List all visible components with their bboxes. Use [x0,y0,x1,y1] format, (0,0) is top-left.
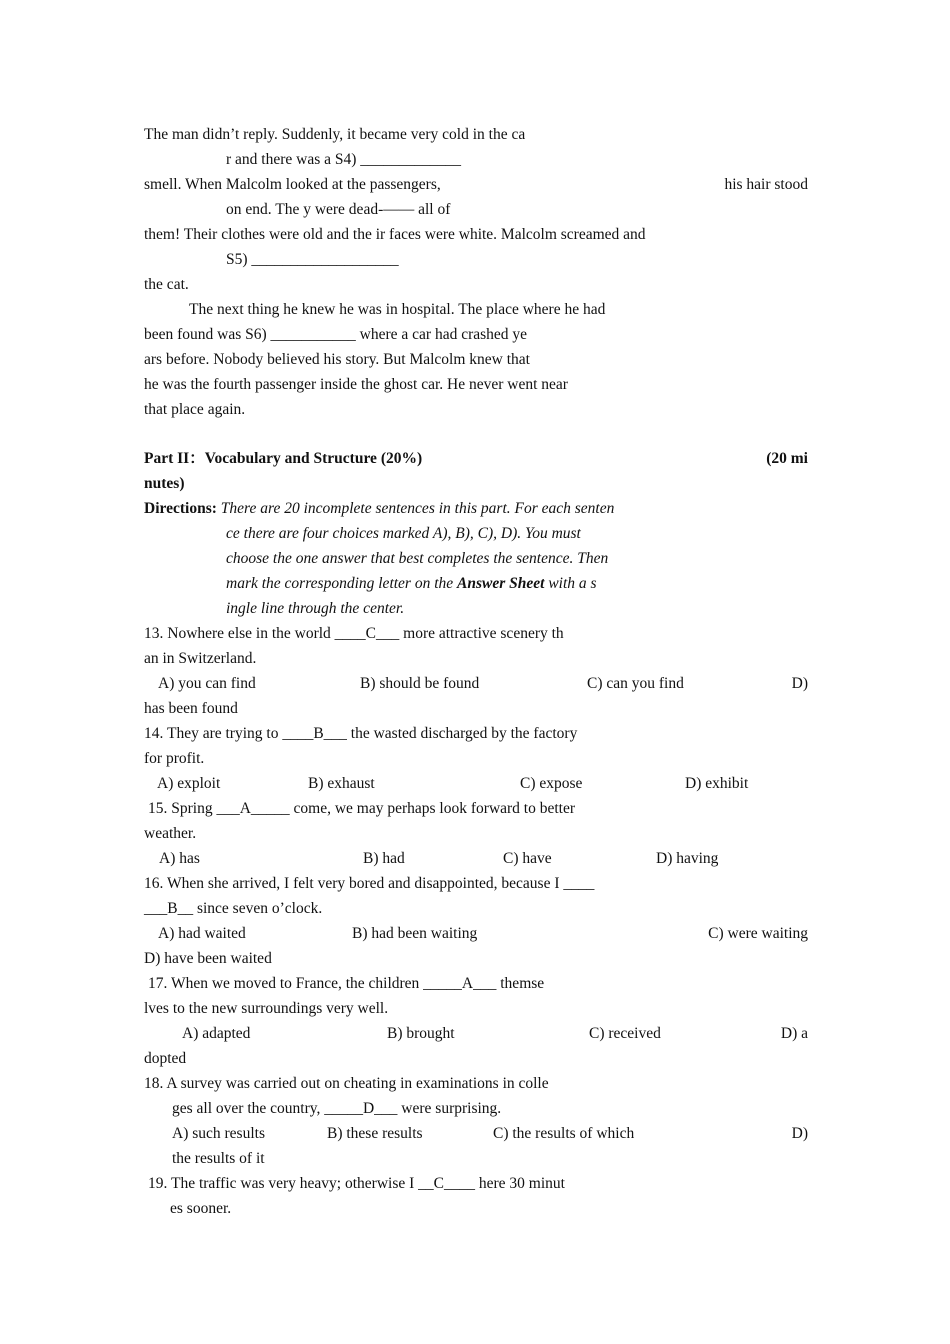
question-14-line-1: 14. They are trying to ____B___ the wasted discharged by the factory [144,725,578,742]
directions-line-1 [144,498,808,520]
part2-time-a: (20 mi [766,450,808,467]
question-17-line-3: dopted [144,1050,187,1067]
answer-sheet-label: Answer Sheet [457,575,545,592]
q18-option-c: C) the results of which [493,1125,635,1142]
story-line-10: ars before. Nobody believed his story. But Malcolm knew that [144,351,530,368]
q13-option-a: A) you can find [158,675,256,692]
question-16-options [144,923,808,945]
q17-option-c: C) received [589,1025,661,1042]
q15-option-d: D) having [656,850,719,867]
question-18-line-2: ges all over the country, _____D___ were surprising. [172,1100,502,1117]
question-13-line-2: an in Switzerland. [144,650,257,667]
directions-text-4a: mark the corresponding letter on the [226,575,458,592]
q13-option-b: B) should be found [360,675,480,692]
question-16-line-1: 16. When she arrived, I felt very bored and disappointed, because I ____ [144,875,595,892]
question-18-options [144,1123,808,1145]
question-17-options [144,1023,808,1045]
directions-text-1: There are 20 incomplete sentences in this part. For each senten [220,500,615,517]
question-17-line-2: lves to the new surroundings very well. [144,1000,389,1017]
question-19-line-2: es sooner. [170,1200,232,1217]
question-13-line-3: has been found [144,700,238,717]
q13-option-c: C) can you find [587,675,684,692]
story-line-3a: smell. When Malcolm looked at the passengers, [144,176,441,193]
q15-option-c: C) have [503,850,552,867]
directions-line-4 [226,573,890,595]
story-line-12: that place again. [144,401,246,418]
q17-option-b: B) brought [387,1025,455,1042]
story-line-5: them! Their clothes were old and the ir faces were white. Malcolm screamed and [144,226,646,243]
question-15-line-2: weather. [144,825,197,842]
story-line-3b: his hair stood [724,176,808,193]
question-18-line-3: the results of it [172,1150,265,1167]
q15-option-b: B) had [363,850,405,867]
question-14-options [144,773,808,795]
question-14-line-2: for profit. [144,750,205,767]
story-line-3 [144,174,808,196]
question-13-options [144,673,808,695]
part2-heading [144,448,808,470]
story-line-4: on end. The y were dead-—— all of [226,201,451,218]
part2-time-b: nutes) [144,475,185,492]
q14-option-d: D) exhibit [685,775,749,792]
q14-option-a: A) exploit [157,775,221,792]
question-15-line-1: 15. Spring ___A_____ come, we may perhaps look forward to better [148,800,576,817]
q13-option-d: D) [791,675,808,692]
q14-option-c: C) expose [520,775,583,792]
question-15-options [144,848,808,870]
directions-label: Directions: [144,500,217,517]
directions-text-4c: with a s [544,575,597,592]
story-line-8: The next thing he knew he was in hospital. The place where he had [189,301,606,318]
story-line-11: he was the fourth passenger inside the ghost car. He never went near [144,376,568,393]
question-13-line-1: 13. Nowhere else in the world ____C___ more attractive scenery th [144,625,564,642]
q18-option-b: B) these results [327,1125,423,1142]
story-line-2: r and there was a S4) _____________ [226,151,462,168]
q15-option-a: A) has [159,850,200,867]
q17-option-d: D) a [780,1025,808,1042]
q14-option-b: B) exhaust [308,775,375,792]
directions-line-2: ce there are four choices marked A), B), C), D). You must [226,525,581,542]
q18-option-a: A) such results [172,1125,265,1142]
question-16-line-3: D) have been waited [144,950,272,967]
q16-option-a: A) had waited [158,925,246,942]
story-line-7: the cat. [144,276,189,293]
question-17-line-1: 17. When we moved to France, the children _____A___ themse [148,975,545,992]
directions-line-3: choose the one answer that best completes the sentence. Then [226,550,609,567]
story-line-1: The man didn’t reply. Suddenly, it became very cold in the ca [144,126,526,143]
q16-option-c: C) were waiting [708,925,808,942]
directions-line-5: ingle line through the center. [226,600,405,617]
q17-option-a: A) adapted [182,1025,251,1042]
q18-option-d: D) [791,1125,808,1142]
q16-option-b: B) had been waiting [352,925,478,942]
part2-title: Part II：Vocabulary and Structure (20%) [144,450,423,467]
question-18-line-1: 18. A survey was carried out on cheating in examinations in colle [144,1075,549,1092]
story-line-6: S5) ___________________ [226,251,399,268]
story-line-9: been found was S6) ___________ where a car had crashed ye [144,326,528,343]
question-16-line-2: ___B__ since seven o’clock. [144,900,323,917]
question-19-line-1: 19. The traffic was very heavy; otherwise I __C____ here 30 minut [148,1175,565,1192]
